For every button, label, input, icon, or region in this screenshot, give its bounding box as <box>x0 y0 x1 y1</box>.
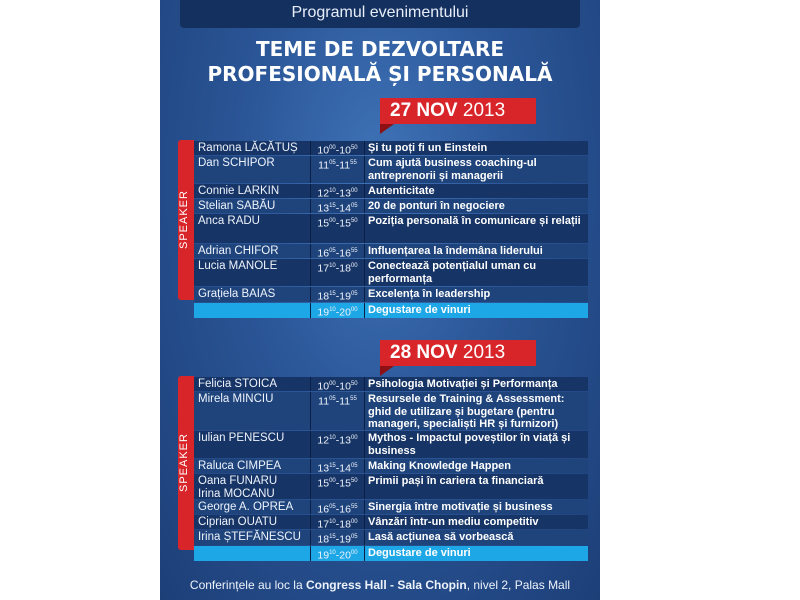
speaker-name <box>198 245 313 258</box>
session-time <box>310 303 365 318</box>
speaker-name <box>198 200 313 213</box>
time-sep: - <box>335 518 340 531</box>
year-day2: 2013 <box>462 342 506 363</box>
session-topic: 20 de ponturi în negociere <box>368 200 505 212</box>
time-start-hour: 11 <box>318 395 330 408</box>
speaker-name-text: Felicia STOICA <box>198 378 278 390</box>
session-time <box>310 431 365 458</box>
session-time <box>310 141 365 155</box>
ribbon-fold-day2 <box>380 366 394 376</box>
time-end-hour: 16 <box>339 247 351 260</box>
time-start-hour: 13 <box>317 202 330 215</box>
event-poster <box>160 0 600 600</box>
time-end-min: 50 <box>350 145 358 151</box>
session-topic: Psihologia Motivației și Performanța <box>368 378 558 390</box>
date-day1: 27 NOV <box>390 100 458 121</box>
session-time <box>310 377 365 391</box>
time-end-min: 00 <box>350 263 358 269</box>
time-end-min: 05 <box>350 291 358 297</box>
speaker-name <box>198 142 313 155</box>
time-end-min: 00 <box>350 435 358 441</box>
session-time <box>310 184 365 198</box>
schedule-row <box>194 184 588 198</box>
speaker-label-day2: SPEAKER <box>178 433 190 493</box>
speaker-name <box>198 157 313 170</box>
time-start-min: 15 <box>329 291 336 297</box>
time-start-min: 05 <box>329 248 336 254</box>
time-end-hour: 20 <box>339 306 351 319</box>
time-end-hour: 14 <box>339 462 351 475</box>
time-start-hour: 12 <box>317 434 330 447</box>
time-sep: - <box>335 306 340 319</box>
footer-prefix: Conferințele au loc la <box>189 578 306 592</box>
time-end-hour: 11 <box>339 159 351 172</box>
schedule-row <box>194 377 588 391</box>
speaker-name-text-2: Irina MOCANU <box>198 488 275 500</box>
time-start-min: 10 <box>329 188 336 194</box>
time-start-hour: 16 <box>317 503 330 516</box>
time-start-min: 00 <box>329 218 336 224</box>
speaker-name-text: Anca RADU <box>198 215 260 227</box>
time-sep: - <box>335 549 340 562</box>
time-end-min: 50 <box>350 478 358 484</box>
time-sep: - <box>335 477 340 490</box>
time-start-min: 05 <box>329 504 336 510</box>
time-sep: - <box>335 217 340 230</box>
session-time <box>310 546 365 561</box>
speaker-name <box>198 516 313 529</box>
session-topic: Degustare de vinuri <box>368 304 471 316</box>
time-end-min: 00 <box>350 188 358 194</box>
schedule-row <box>194 431 588 458</box>
date-ribbon-day2 <box>380 340 536 366</box>
time-start-hour: 13 <box>317 462 330 475</box>
time-start-min: 15 <box>329 534 336 540</box>
session-topic: Mythos - Impactul poveștilor în viață și business <box>368 432 571 457</box>
time-end-min: 55 <box>350 248 358 254</box>
session-topic: Degustare de vinuri <box>368 547 471 559</box>
time-start-min: 15 <box>329 203 336 209</box>
time-start-min: 10 <box>329 307 336 313</box>
speaker-name-text: Grațiela BAIAS <box>198 288 276 300</box>
program-label: Programul evenimentului <box>180 0 580 28</box>
time-sep: - <box>335 247 340 260</box>
speaker-name <box>198 531 313 544</box>
time-end-hour: 15 <box>339 217 351 230</box>
schedule-row <box>194 500 588 514</box>
footer-suffix: , nivel 2, Palas Mall <box>466 578 571 592</box>
speaker-name-text: Irina ȘTEFĂNESCU <box>198 531 301 543</box>
time-sep: - <box>335 159 340 172</box>
time-end-min: 00 <box>350 550 358 556</box>
time-end-min: 00 <box>350 519 358 525</box>
time-start-hour: 17 <box>317 518 330 531</box>
schedule-row <box>194 303 588 318</box>
time-end-min: 00 <box>350 307 358 313</box>
time-end-min: 05 <box>350 463 358 469</box>
session-time <box>310 214 365 243</box>
time-start-min: 00 <box>329 478 336 484</box>
speaker-name <box>198 185 313 198</box>
speaker-name-text: Lucia MANOLE <box>198 260 278 272</box>
time-start-min: 00 <box>329 381 336 387</box>
speaker-name-text: Stelian SABĂU <box>198 200 276 212</box>
speaker-name-text: Mirela MINCIU <box>198 393 274 405</box>
time-start-min: 10 <box>329 435 336 441</box>
time-end-hour: 14 <box>339 202 351 215</box>
session-topic: Poziția personală în comunicare și relații <box>368 215 581 227</box>
session-topic: Influențarea la îndemâna liderului <box>368 245 543 257</box>
speaker-name <box>198 378 313 391</box>
session-topic: Resursele de Training & Assessment: ghid de utilizare și bugetare (pentru manageri, specialiști HR și furnizori) <box>368 393 565 430</box>
time-sep: - <box>335 395 340 408</box>
speaker-name <box>198 475 313 501</box>
time-end-hour: 13 <box>339 187 351 200</box>
schedule-row <box>194 546 588 561</box>
time-end-hour: 13 <box>339 434 351 447</box>
schedule-row <box>194 474 588 499</box>
time-sep: - <box>335 503 340 516</box>
schedule-row <box>194 530 588 545</box>
title-line-1: TEME DE DEZVOLTARE <box>255 37 505 61</box>
schedule-row <box>194 287 588 302</box>
time-start-hour: 18 <box>317 533 330 546</box>
session-time <box>310 259 365 286</box>
speaker-name-text: Connie LARKIN <box>198 185 280 197</box>
speaker-name-text: Adrian CHIFOR <box>198 245 279 257</box>
time-start-min: 15 <box>329 463 336 469</box>
time-sep: - <box>335 290 340 303</box>
time-start-hour: 10 <box>317 144 330 157</box>
session-topic: Making Knowledge Happen <box>368 460 512 472</box>
time-end-hour: 19 <box>339 290 351 303</box>
schedule-row <box>194 199 588 213</box>
time-end-hour: 19 <box>339 533 351 546</box>
time-start-min: 10 <box>329 519 336 525</box>
session-topic: Excelența în leadership <box>368 288 491 300</box>
speaker-name <box>198 215 313 228</box>
ribbon-fold-day1 <box>380 124 394 134</box>
time-start-hour: 19 <box>317 306 330 319</box>
time-start-hour: 12 <box>317 187 330 200</box>
date-ribbon-day1 <box>380 98 536 124</box>
time-end-min: 05 <box>350 534 358 540</box>
session-time <box>310 459 365 473</box>
speaker-name-text: Iulian PENESCU <box>198 432 285 444</box>
time-sep: - <box>335 462 340 475</box>
session-time <box>310 530 365 545</box>
time-end-min: 55 <box>350 160 357 166</box>
session-topic: Autenticitate <box>368 185 435 197</box>
session-time <box>310 156 365 183</box>
time-start-hour: 17 <box>317 262 330 275</box>
time-start-min: 00 <box>329 145 336 151</box>
time-start-min: 05 <box>329 396 336 402</box>
time-start-hour: 16 <box>317 247 330 260</box>
time-sep: - <box>335 434 340 447</box>
time-sep: - <box>335 262 340 275</box>
speaker-name <box>198 501 313 514</box>
schedule-row <box>194 141 588 155</box>
speaker-name <box>198 460 313 473</box>
time-start-hour: 19 <box>317 549 330 562</box>
time-end-min: 05 <box>350 203 358 209</box>
session-topic: Lasă acțiunea să vorbească <box>368 531 514 543</box>
year-day1: 2013 <box>462 100 506 121</box>
time-sep: - <box>335 187 340 200</box>
time-end-min: 50 <box>350 381 358 387</box>
session-time <box>310 244 365 258</box>
speaker-name <box>198 260 313 273</box>
speaker-name-text: George A. OPREA <box>198 501 294 513</box>
schedule-row <box>194 459 588 473</box>
session-topic: Și tu poți fi un Einstein <box>368 142 488 154</box>
speaker-name <box>198 393 313 406</box>
time-start-hour: 10 <box>317 380 330 393</box>
time-start-min: 10 <box>329 263 336 269</box>
speaker-name <box>198 288 313 301</box>
time-end-hour: 10 <box>339 380 351 393</box>
time-start-min: 10 <box>329 550 336 556</box>
time-start-hour: 15 <box>317 217 330 230</box>
time-sep: - <box>335 144 340 157</box>
time-start-hour: 18 <box>317 290 330 303</box>
time-start-hour: 11 <box>318 159 330 172</box>
session-time <box>310 500 365 514</box>
speaker-name-text: Raluca CIMPEA <box>198 460 282 472</box>
time-end-hour: 10 <box>339 144 351 157</box>
time-end-min: 55 <box>350 504 358 510</box>
time-end-hour: 15 <box>339 477 351 490</box>
time-end-hour: 16 <box>339 503 351 516</box>
schedule-row <box>194 259 588 286</box>
time-end-hour: 18 <box>339 262 351 275</box>
session-time <box>310 287 365 302</box>
time-end-min: 55 <box>350 396 357 402</box>
footer-venue: Congress Hall - Sala Chopin <box>305 578 467 592</box>
time-end-hour: 11 <box>339 395 351 408</box>
session-time <box>310 515 365 529</box>
title-line-2: PROFESIONALĂ ȘI PERSONALĂ <box>207 62 553 86</box>
schedule-row <box>194 515 588 529</box>
session-topic: Primii pași în cariera ta financiară <box>368 475 544 487</box>
session-time <box>310 474 365 499</box>
speaker-name-text: Oana FUNARU <box>198 475 278 487</box>
session-topic: Sinergia între motivație și business <box>368 501 553 513</box>
speaker-name-text: Ramona LĂCĂTUȘ <box>198 142 298 154</box>
time-sep: - <box>335 202 340 215</box>
session-topic: Cum ajută business coaching-ul antreprenorii și managerii <box>368 157 537 182</box>
speaker-name-text: Ciprian OUATU <box>198 516 278 528</box>
time-start-hour: 15 <box>317 477 330 490</box>
schedule-row <box>194 214 588 243</box>
schedule-row <box>194 244 588 258</box>
session-time <box>310 392 365 430</box>
schedule-row <box>194 156 588 183</box>
venue-footer <box>160 578 600 592</box>
time-end-min: 50 <box>350 218 358 224</box>
time-sep: - <box>335 380 340 393</box>
time-end-hour: 18 <box>339 518 351 531</box>
schedule-row <box>194 392 588 430</box>
time-end-hour: 20 <box>339 549 351 562</box>
session-topic: Vânzări într-un mediu competitiv <box>368 516 539 528</box>
date-day2: 28 NOV <box>390 342 458 363</box>
speaker-name <box>198 432 313 445</box>
time-sep: - <box>335 533 340 546</box>
session-topic: Conectează potențialul uman cu performanța <box>368 260 537 285</box>
time-start-min: 05 <box>329 160 336 166</box>
speaker-name-text: Dan SCHIPOR <box>198 157 275 169</box>
session-time <box>310 199 365 213</box>
speaker-label-day1: SPEAKER <box>178 190 190 250</box>
